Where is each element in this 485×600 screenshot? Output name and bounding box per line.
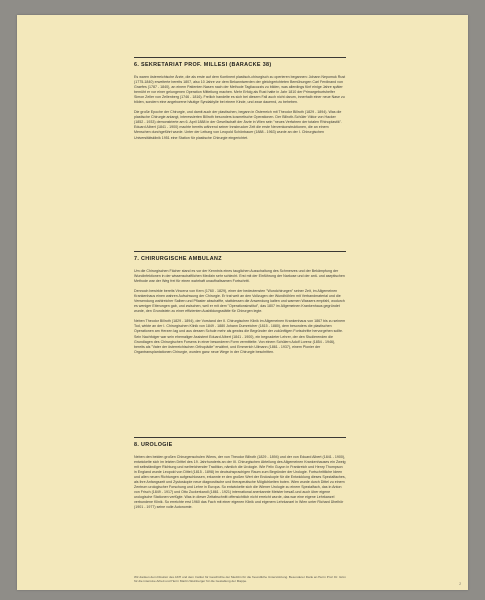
section-paragraph: Die große Epoche der Chirurgie, und damit auch der plastischen, begann in Österreich mit Theodor Billroth (1829 - 1894). Was die plastische Chirurgie anlangt, interessierten Billroth besonders kosmetische Operationen. Der Billroth-Schüler Viktor von Hacker (1852 - 1933) demonstrierte am 6. April 1888 in der Gesellschaft der Ärzte in Wien sein "neues Verfahren der totalen Rhinoplastik". Eduard Albert (1841 - 1900) machte bereits während seiner Innsbrucker Zeit die erste Nervenkonstruktionen, die an einem Menschen durchgeführt wurde. Unter der Leitung von Leopold Schönbauer (1888 - 1963) wurde an der I. Chirurgischen Universitätsklinik 1951 eine Station für plastische Chirurgie eingerichtet. bbox=[134, 110, 342, 140]
section-paragraph: Es waren österreichische Ärzte, die als erste auf dem Kontinent plastisch-chirurgisch zu operieren begannen: Johann Nepomuk Rust (1775-1840) erweiterte bereits 1807, also 10 Jahre vor dem Bekanntwerden der gleichgerichteten Bemühungen Carl Ferdinand von Graefes (1787 - 1840), an einem Patienten Nasen nach der Methode Tagliacozzis zu bilden, was allerdings fünf einige Jahre später bemüht er vor einer gelungenen Operation Mitteilung machen. Mehr Erfolg als Rust hatte in Jahr 1810 der Primargeburtshelfer Simon Zeller von Zellenberg (1746 - 1816). Freilich handelte es sich bei diesem Fall auch nicht darum, innerhalb einer neue Nase zu bilden, sondern eine angeborene häutige Syndaktylie bei einem Kinde, und zwar dauernd, zu beheben. bbox=[134, 75, 346, 105]
page-mark: 2 bbox=[459, 582, 461, 586]
section-divider bbox=[134, 57, 346, 58]
section-urologie bbox=[134, 437, 346, 516]
section-heading: 8. UROLOGIE bbox=[134, 442, 173, 448]
section-heading: 6. SEKRETARIAT PROF. MILLESI (BARACKE 38) bbox=[134, 62, 272, 68]
footnote bbox=[134, 575, 346, 584]
section-divider bbox=[134, 437, 346, 438]
section-chirurgische-ambulanz bbox=[134, 251, 346, 360]
section-paragraph: Dennoch bewirkte bereits Vincenz von Kern (1760 - 1829), einer der bedeutensten "Wundchirurgen" seiner Zeit, im Allgemeinen Krankenhaus einen wahren Aufschwung der Chirurgie. Er trat weit an den Vollzugen der Wundhöhlen mit Verbandmaterial und die Verwendung wahlreicher Salben und Pflaster abschaffte, stattdessen die Anwendung kalten und warmen Wassers empfahl, wodurch es weniger Eiterungen gab, und zwischen, weil er mit dem "Operationsinstitut", das 1807 im Allgemeinen Krankenhaus gegründet wurde, den Grundstein zu einer effizienten Ausbildungsstätte für Chirurgen legte. bbox=[134, 289, 345, 314]
section-paragraph: Um die Chirurgischen Fächer stand es vor der Kenntnis eines tauglichen Ausschaltung des Schmerzes und der Bekämpfung der Wundinfektionen in der wissenschaftlichen Medizin sehr schlecht. Erst mit der Einführung der Narkose und der anti- und aseptischen Methode war der Weg frei für einen wahrhaft unaufhaltsamen Fortschritt. bbox=[134, 269, 345, 284]
document-sheet bbox=[17, 15, 468, 590]
section-paragraph: Neben den beiden großen Chirurgenschulen Wiens, der von Theodor Billroth (1829 - 1894) und der von Eduard Albert (1841 - 1900), entwickelte sich im letzten Drittel des 19. Jahrhunderts an der III. Chirurgischen Abteilung des Allgemeinen Krankenhauses ein Zweig mit selbständiger Richtung und weitreichender Tradition, nämlich die Urologie. Wie Felix Guyon in Frankreich und Henry Thompson in England wurde Leopold von Dittel (1815 - 1898) im deutschsprachigen Raum zum Begründer der Urologie. Fortschrittliche Ideen und allen neuen Richtungen aufgeschlossen, erkannte er den großen Wert der Endoskopie für die Entwicklung dieses Spezialfaches, als ihre Anfangszeit und Zystoskopie neue diagnostische und therapeutische Möglichkeiten boten. Wien wurde durch Dittel zu einem Zentrum urologischer Forschung und Lehre in Europa. So entwickelte sich die Wiener Urologie zu einem Spezialfach, das in Anton von Frisch (1849 - 1917) und Otto Zuckerkandl (1861 - 1921) international anerkannte Meister besaß und auch über eigene urologische Stationen verfügte. Was in dieser Zeitabschnitt offensichtlich nicht erreicht wurde, das war eine eigene Lehrkanzel verbundene Klinik. So erreichte erst 1960 das Fach mit einer eigenen Klinik und eigenem Lehrkanzel in Wien unter Richard Übelhör (1901 - 1977) seine volle Autonomie. bbox=[134, 455, 346, 510]
section-paragraph: Neben Theodor Billroth (1829 - 1894), der Vorstand der II. Chirurgischen Klinik im Allgemeinen Krankenhaus von 1867 bis zu seinem Tod, wirkte an der I. Chirurgischen Klinik von 1849 - 1880 Johann Dumreicher (1815 - 1880), dem besonders die plastischen Operationen am Herzen lag und aus dessen Schule mehr als gewiss die Begründer der zukünftigen Fortschritte hervorgehen sollte. Sein Nachfolger war sein ehemaliger Assistent Eduard Albert (1841 - 1900), ein begnadeter Lehrer, der den Studierenden die Grundlagen des Chirurgischen Forsens in einer besonderen Form vermittelte. Von einem Schülern Adolf Lorenz (1854 - 1946), bereits als "Vater der österreichischen Orthopädie" erwähnt, und Emmerich Ullmann (1861 - 1937), einem Pionier der Organtransplantationen Chirurgie, wurden ganz neue Wege in der Chirurgie beschritten. bbox=[134, 319, 346, 354]
section-sekretariat bbox=[134, 57, 346, 146]
section-divider bbox=[134, 251, 346, 252]
section-heading: 7. CHIRURGISCHE AMBULANZ bbox=[134, 256, 222, 262]
footnote-text: Wir danken dem Direktor des AKH und dem Institut für Geschichte der Medizin für die freundliche Unterstützung. Besonderer Dank an Herrn Prof. Dr. Grün für die intensive Arbeit und Herrn Martin Weinberger für die Gestaltung der Mappe. bbox=[134, 575, 346, 584]
